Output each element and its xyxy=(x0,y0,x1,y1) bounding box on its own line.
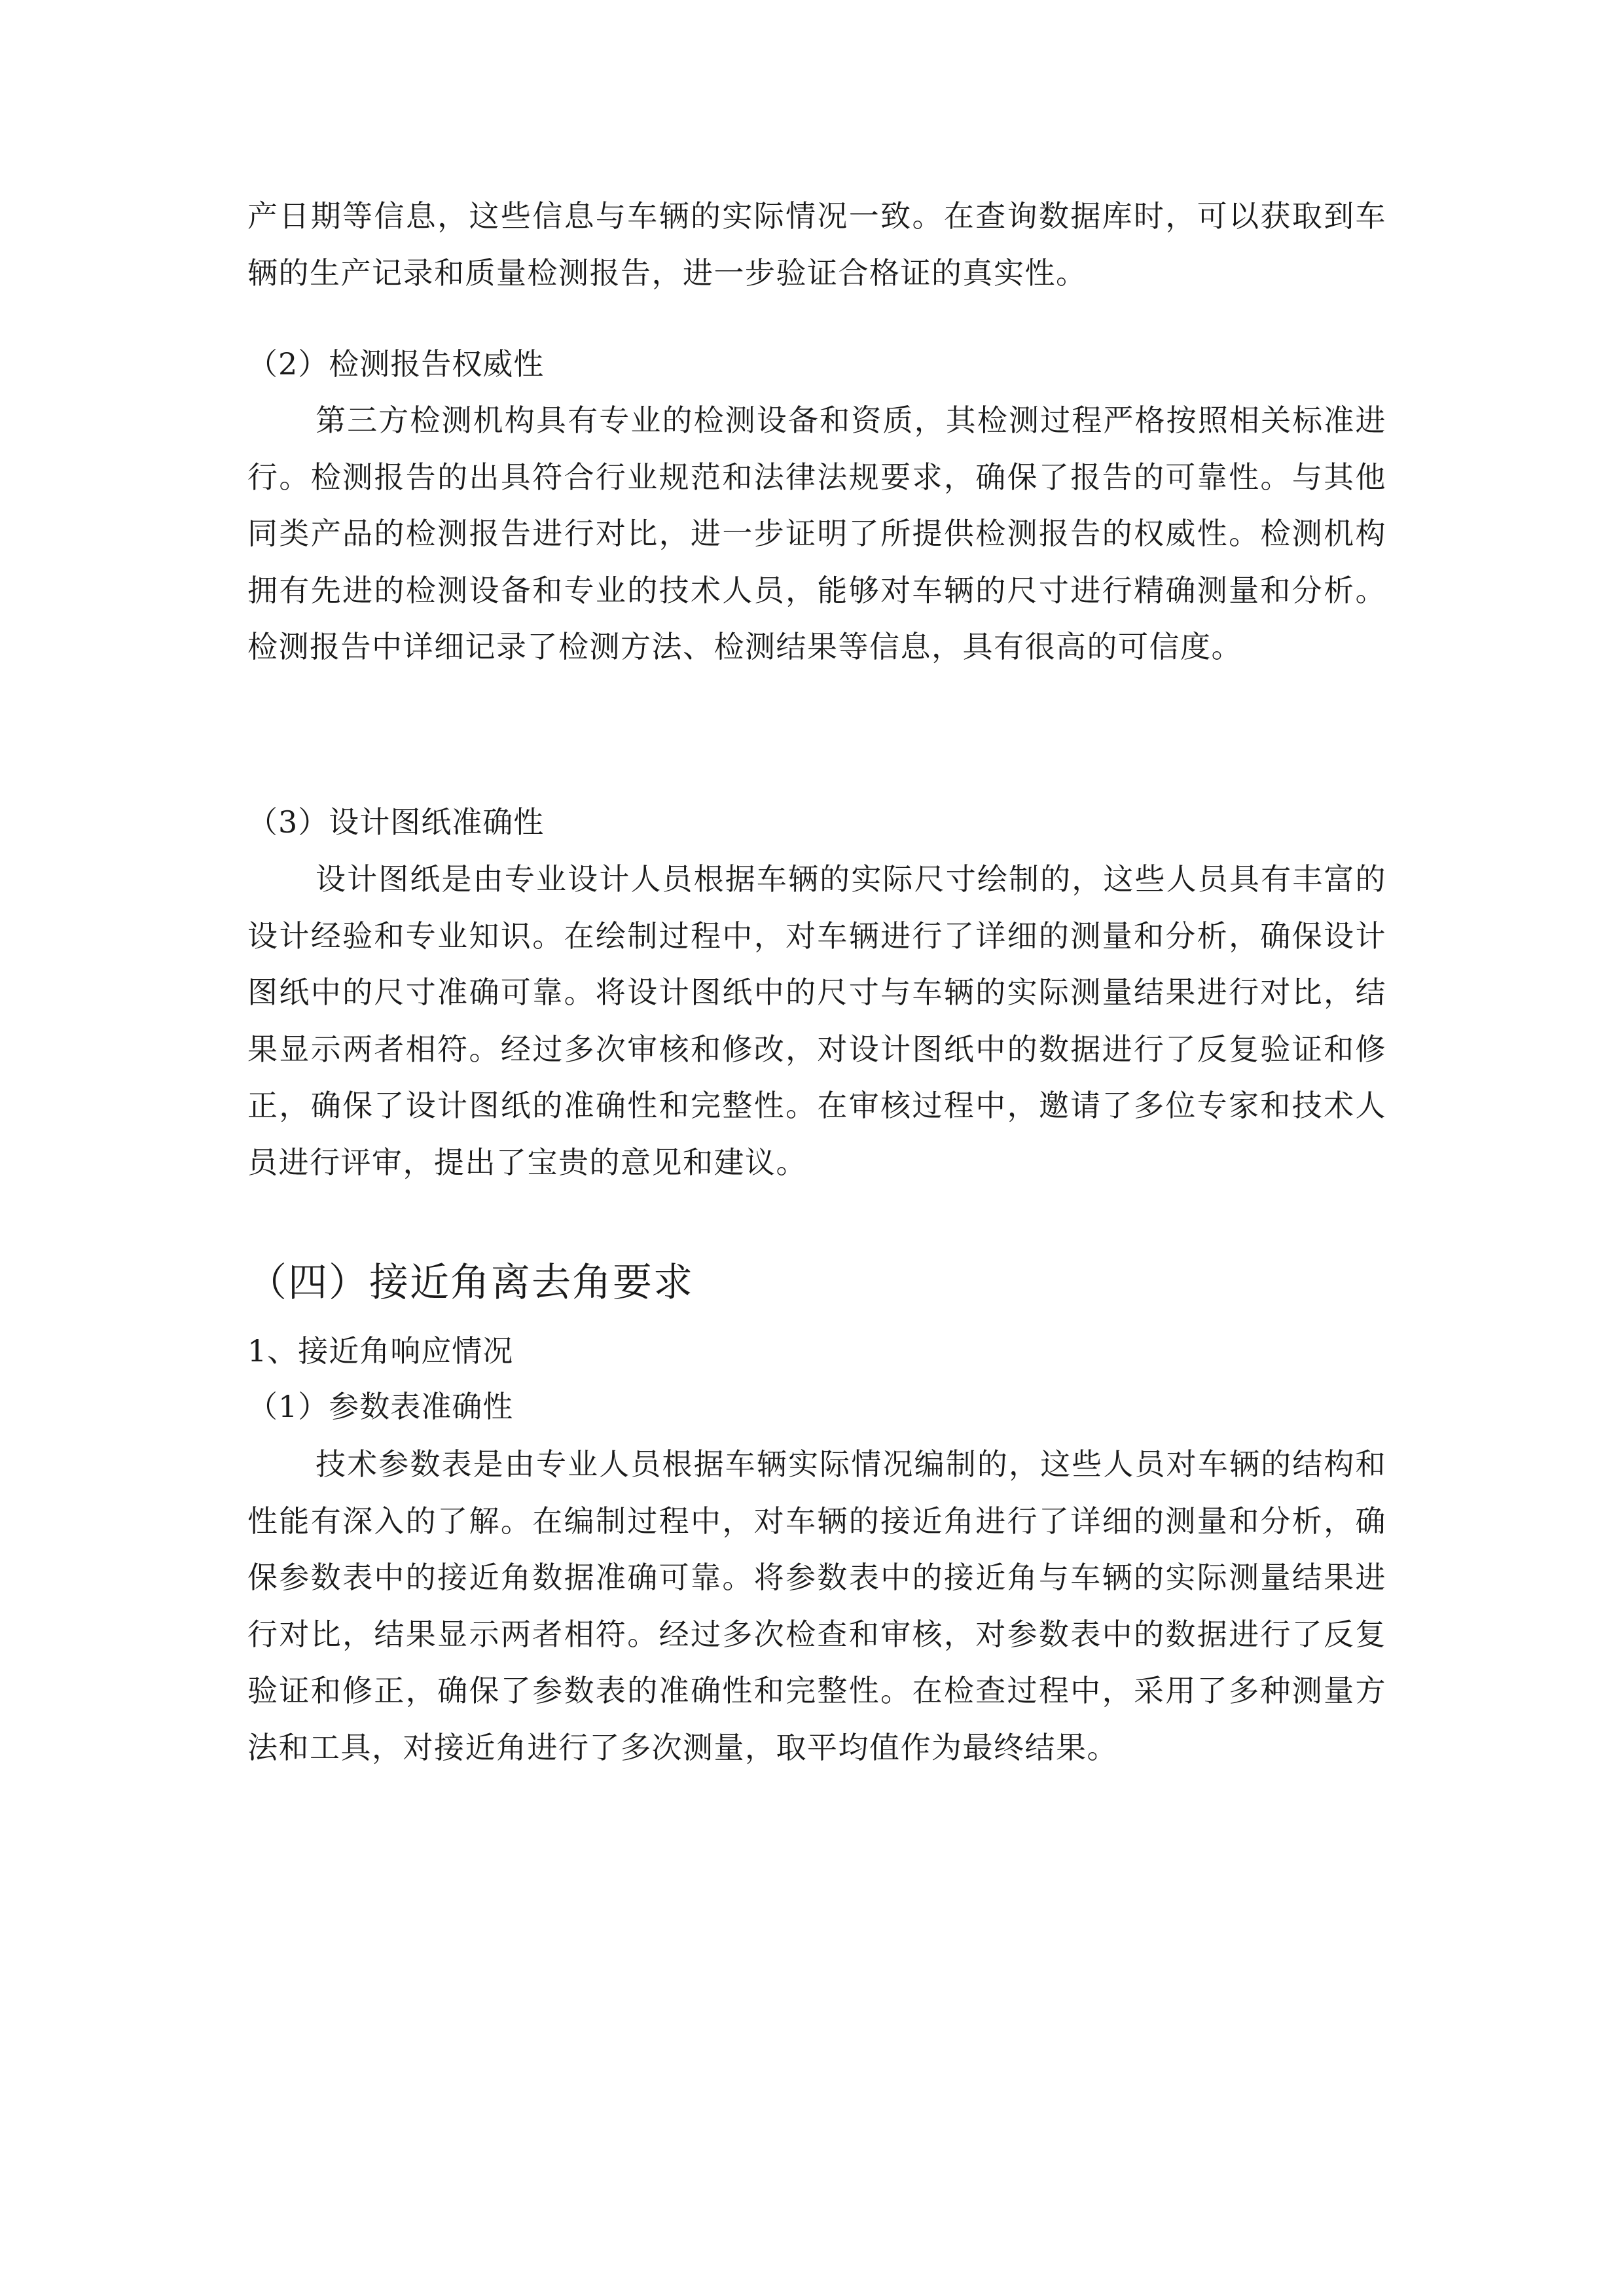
heading-param-accuracy: （1）参数表准确性 xyxy=(247,1389,514,1424)
section-heading: （四）接近角离去角要求 xyxy=(247,1260,694,1306)
paragraph-report-authority: 第三方检测机构具有专业的检测设备和资质，其检测过程严格按照相关标准进行。检测报告的出具符合行业规范和法律法规要求，确保了报告的可靠性。与其他同类产品的检测报告进行对比，进一步证明了所提供检测报告的权威性。检测机构拥有先进的检测设备和专业的技术人员，能够对车辆的尺寸进行精确测量和分析。检测报告中详细记录了检测方法、检测结果等信息，具有很高的可信度。 xyxy=(247,403,1386,664)
paragraph-param-accuracy: 技术参数表是由专业人员根据车辆实际情况编制的，这些人员对车辆的结构和性能有深入的了解。在编制过程中，对车辆的接近角进行了详细的测量和分析，确保参数表中的接近角数据准确可靠。将参数表中的接近角与车辆的实际测量结果进行对比，结果显示两者相符。经过多次检查和审核，对参数表中的数据进行了反复验证和修正，确保了参数表的准确性和完整性。在检查过程中，采用了多种测量方法和工具，对接近角进行了多次测量，取平均值作为最终结果。 xyxy=(247,1446,1386,1765)
subsection-heading: 1、接近角响应情况 xyxy=(247,1333,514,1369)
heading-drawing-accuracy: （3）设计图纸准确性 xyxy=(247,804,545,840)
paragraph-drawing-accuracy: 设计图纸是由专业设计人员根据车辆的实际尺寸绘制的，这些人员具有丰富的设计经验和专业知识。在绘制过程中，对车辆进行了详细的测量和分析，确保设计图纸中的尺寸准确可靠。将设计图纸中的尺寸与车辆的实际测量结果进行对比，结果显示两者相符。经过多次审核和修改，对设计图纸中的数据进行了反复验证和修正，确保了设计图纸的准确性和完整性。在审核过程中，邀请了多位专家和技术人员进行评审，提出了宝贵的意见和建议。 xyxy=(247,861,1386,1180)
intro-paragraph: 产日期等信息，这些信息与车辆的实际情况一致。在查询数据库时，可以获取到车辆的生产记录和质量检测报告，进一步验证合格证的真实性。 xyxy=(247,198,1386,291)
heading-report-authority: （2）检测报告权威性 xyxy=(247,346,545,382)
